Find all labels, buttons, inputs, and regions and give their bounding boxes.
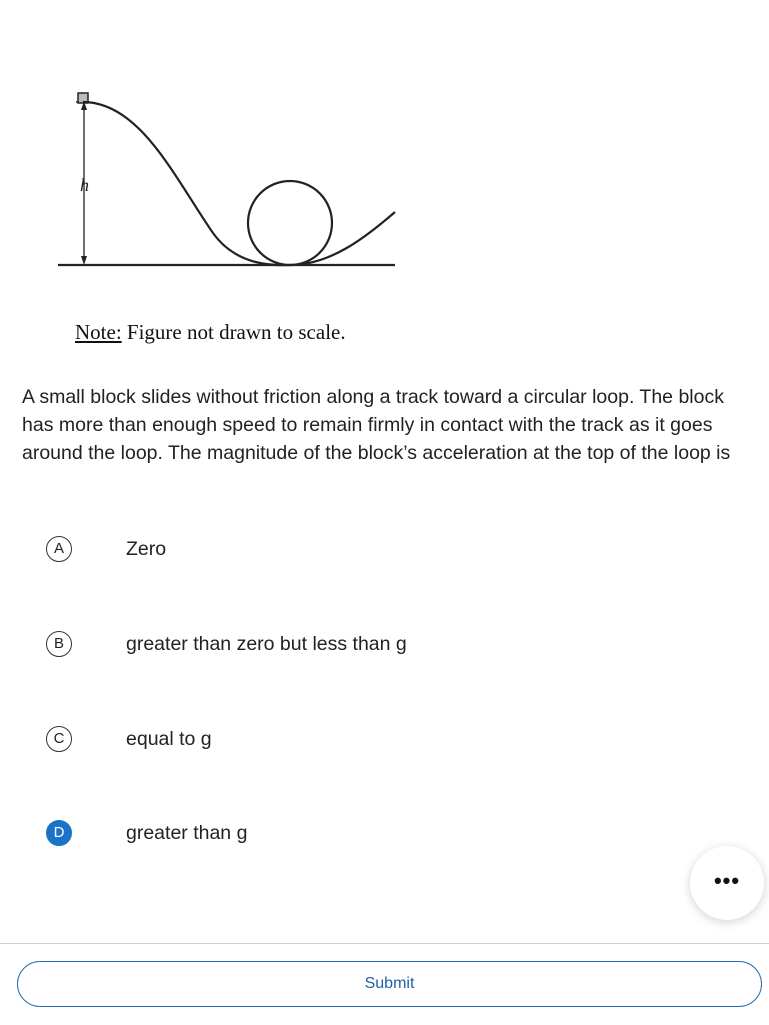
note-text: Figure not drawn to scale. <box>121 320 346 344</box>
option-b[interactable] <box>46 631 666 661</box>
note-label: Note: <box>75 320 122 344</box>
option-a-text: Zero <box>126 538 167 560</box>
footer-bar <box>0 943 769 1025</box>
option-c-text: equal to g <box>126 728 212 750</box>
option-d-letter: D <box>46 820 72 846</box>
more-options-button[interactable]: ••• <box>690 846 764 920</box>
height-label: h <box>80 175 89 195</box>
figure-note <box>75 320 346 345</box>
option-b-text: greater than zero but less than g <box>126 633 407 655</box>
height-arrow-head-bottom <box>81 256 87 265</box>
track-curve <box>83 102 290 265</box>
option-d[interactable] <box>46 820 666 850</box>
option-c-letter: C <box>46 726 72 752</box>
submit-button[interactable]: Submit <box>17 961 762 1007</box>
track-loop-figure <box>55 88 400 273</box>
option-a[interactable] <box>46 536 666 566</box>
option-c[interactable] <box>46 726 666 756</box>
question-text: A small block slides without friction along a track toward a circular loop. The block has more than enough speed to remain firmly in contact with the track as it goes around the loop. The magnitude of the block’s acceleration at the top of the loop is <box>22 386 731 464</box>
option-a-letter: A <box>46 536 72 562</box>
track-exit-curve <box>290 212 395 265</box>
option-b-letter: B <box>46 631 72 657</box>
loop-circle <box>248 181 332 265</box>
option-d-text: greater than g <box>126 822 248 844</box>
